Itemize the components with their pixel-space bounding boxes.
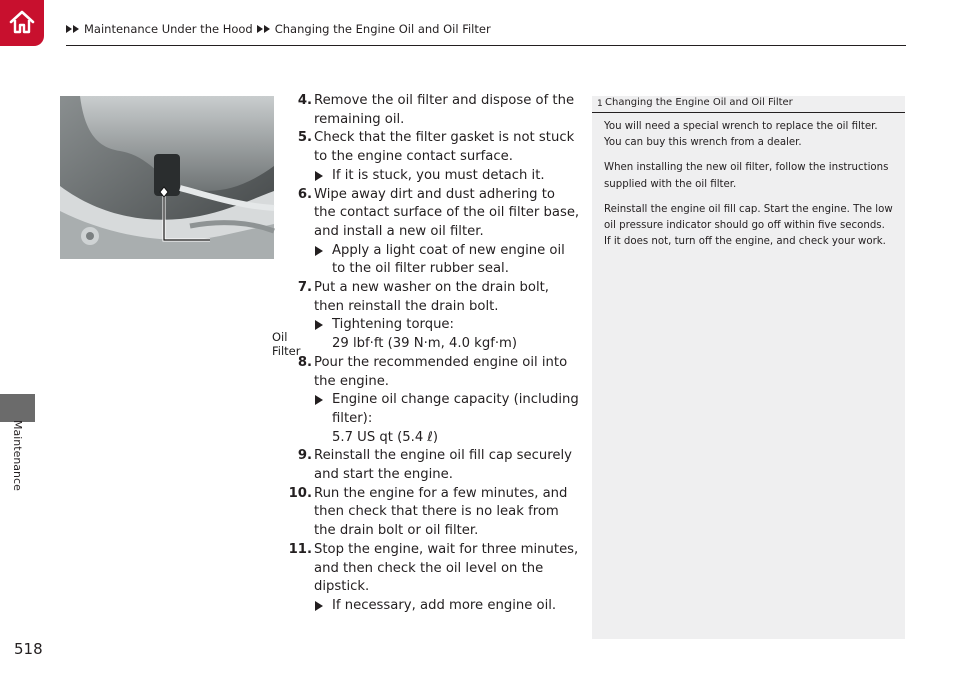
note-ref-icon: 1 — [597, 99, 603, 109]
page-number: 518 — [14, 640, 43, 658]
step-6: 6. Wipe away dirt and dust adhering to the contact surface of the oil filter base, and install a new oil filter. Apply a light coat of new engine oil to the oil filter rubber seal. — [282, 186, 580, 280]
torque-value: 29 lbf·ft (39 N·m, 4.0 kgf·m) — [332, 336, 518, 352]
side-note-box — [592, 96, 905, 639]
triangle-bullet-icon — [315, 246, 323, 256]
chevron-right-icon — [257, 25, 263, 33]
home-button[interactable] — [0, 0, 44, 46]
note-paragraph: When installing the new oil filter, follow the instructions supplied with the oil filter. — [604, 162, 889, 190]
step-substep: If necessary, add more engine oil. — [314, 597, 580, 616]
triangle-bullet-icon — [315, 395, 323, 405]
step-substep: Tightening torque: — [314, 316, 580, 335]
step-8: 8. Pour the recommended engine oil into the engine. Engine oil change capacity (including filter): 5.7 US qt (5.4 ℓ) — [282, 354, 580, 448]
step-5: 5. Check that the filter gasket is not stuck to the engine contact surface. If it is stuck, you must detach it. — [282, 129, 580, 185]
triangle-bullet-icon — [315, 320, 323, 330]
note-paragraph: You will need a special wrench to replace the oil filter. You can buy this wrench from a dealer. — [604, 121, 878, 149]
step-substep: Apply a light coat of new engine oil to the oil filter rubber seal. — [314, 242, 580, 279]
note-title: Changing the Engine Oil and Oil Filter — [605, 97, 793, 108]
triangle-bullet-icon — [315, 601, 323, 611]
oil-filter-callout: Oil Filter — [272, 330, 301, 358]
oil-capacity-value: 5.7 US qt (5.4 ℓ) — [332, 429, 439, 445]
engine-photo — [60, 96, 301, 358]
home-icon — [8, 8, 36, 36]
breadcrumb — [66, 20, 495, 38]
chevron-right-icon — [66, 25, 72, 33]
breadcrumb-item-changing-oil[interactable]: Changing the Engine Oil and Oil Filter — [274, 22, 491, 36]
step-substep: Engine oil change capacity (including filter): — [314, 391, 580, 428]
step-4: 4. Remove the oil filter and dispose of the remaining oil. — [297, 93, 575, 127]
triangle-bullet-icon — [315, 171, 323, 181]
breadcrumb-item-maintenance-under-hood[interactable]: Maintenance Under the Hood — [84, 22, 253, 36]
note-body — [604, 119, 894, 259]
step-10: 10. Run the engine for a few minutes, and then check that there is no leak from the drain bolt or oil filter. — [288, 485, 568, 539]
chevron-right-icon — [264, 25, 270, 33]
header-divider — [66, 45, 906, 46]
instruction-steps — [282, 92, 580, 616]
chevron-right-icon — [73, 25, 79, 33]
note-paragraph: Reinstall the engine oil fill cap. Start the engine. The low oil pressure indicator should go off within five seconds. If it does not, turn off the engine, and check your work. — [604, 203, 893, 248]
section-tab-label: Maintenance — [11, 420, 24, 491]
step-9: 9. Reinstall the engine oil fill cap securely and start the engine. — [297, 448, 572, 483]
step-substep: If it is stuck, you must detach it. — [314, 167, 580, 186]
step-11: 11. Stop the engine, wait for three minutes, and then check the oil level on the dipstick. If necessary, add more engine oil. — [282, 541, 580, 616]
note-header — [592, 96, 905, 113]
step-7: 7. Put a new washer on the drain bolt, then reinstall the drain bolt. Tightening torque: 29 lbf·ft (39 N·m, 4.0 kgf·m) — [282, 279, 580, 354]
section-tab-marker — [0, 394, 35, 422]
